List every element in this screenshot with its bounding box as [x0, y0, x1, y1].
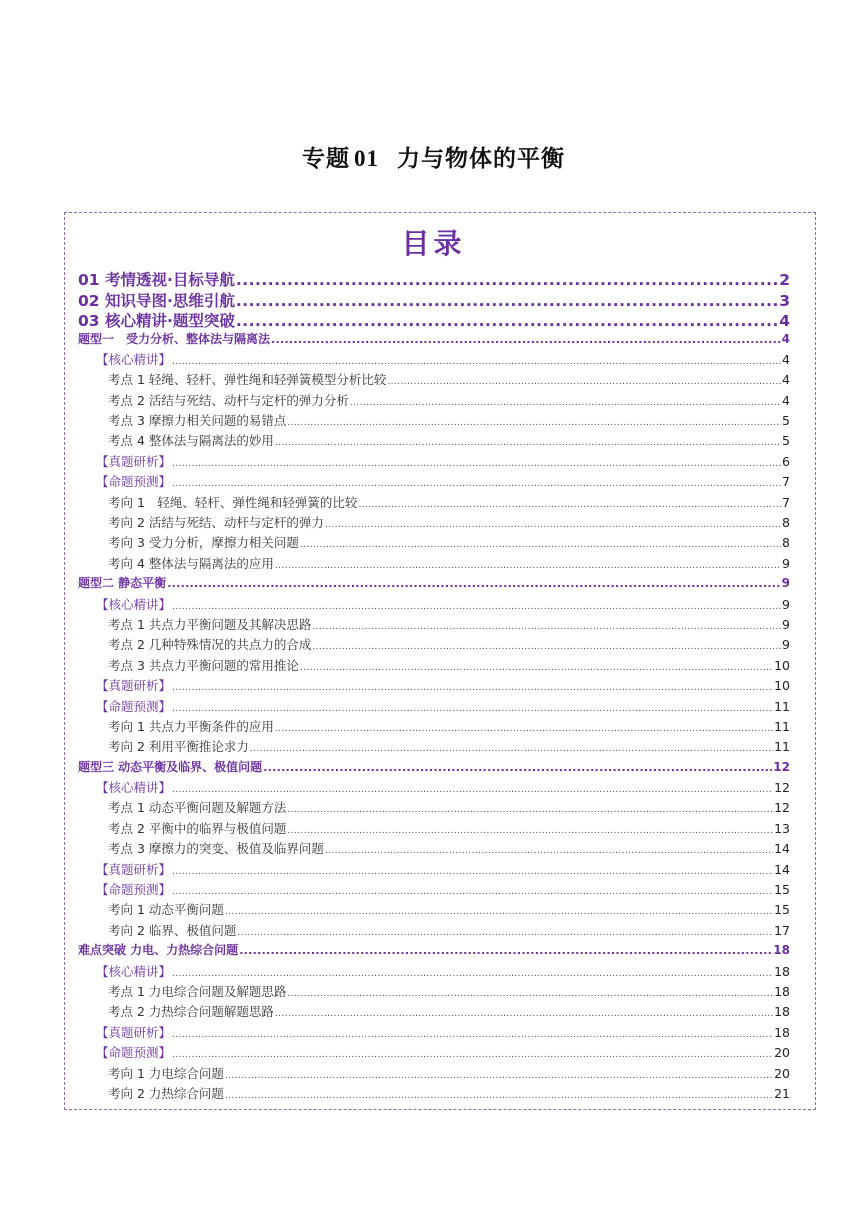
toc-entry[interactable] [78, 798, 790, 818]
toc-entry-label: 【核心精讲】 [96, 351, 172, 367]
toc-entry-page: 9 [782, 637, 790, 653]
toc-dot-leader [225, 907, 773, 917]
toc-entry-label: 考点 3 摩擦力的突变、极值及临界问题 [108, 841, 324, 857]
toc-dot-leader [287, 805, 773, 815]
toc-entry-page: 9 [782, 616, 790, 632]
toc-entry-label: 02 知识导图·思维引航 [78, 291, 235, 310]
toc-dot-leader [172, 887, 773, 897]
toc-entry-label: 【真题研析】 [96, 678, 172, 694]
toc-dot-leader [172, 969, 773, 979]
toc-dot-leader [312, 642, 781, 652]
toc-dot-leader [172, 357, 781, 367]
toc-entry-label: 考点 3 摩擦力相关问题的易错点 [108, 413, 287, 429]
toc-entry-page: 11 [774, 718, 790, 734]
toc-entry-label: 【命题预测】 [96, 882, 172, 898]
title-prefix: 专题 [302, 146, 350, 172]
toc-dot-leader [225, 1071, 773, 1081]
toc-entry-label: 【核心精讲】 [96, 963, 172, 979]
toc-entry-page: 5 [782, 413, 790, 429]
toc-dot-leader [236, 271, 778, 289]
toc-dot-leader [172, 785, 773, 795]
toc-entry[interactable] [78, 860, 790, 880]
toc-dot-leader [167, 577, 780, 590]
toc-entry-page: 4 [781, 331, 790, 346]
toc-entry-label: 考向 2 活结与死结、动杆与定杆的弹力 [108, 515, 324, 531]
toc-dot-leader [275, 1009, 773, 1019]
toc-dot-leader [300, 663, 773, 673]
toc-entry-label: 考点 2 力热综合问题解题思路 [108, 1004, 274, 1020]
toc-entry-page: 21 [774, 1085, 790, 1101]
toc-dot-leader [325, 520, 781, 530]
toc-entry-label: 考点 2 几种特殊情况的共点力的合成 [108, 637, 312, 653]
toc-entry[interactable] [78, 900, 790, 920]
toc-entry[interactable] [78, 778, 790, 798]
toc-entry-page: 10 [774, 657, 790, 673]
toc-entry-label: 考点 1 共点力平衡问题及其解决思路 [108, 616, 312, 632]
toc-entry[interactable] [78, 880, 790, 900]
toc-entry-page: 15 [774, 882, 790, 898]
toc-entry[interactable] [78, 452, 790, 472]
toc-entry-page: 18 [774, 1004, 790, 1020]
toc-entry-label: 【真题研析】 [96, 453, 172, 469]
toc-entry-label: 【命题预测】 [96, 474, 172, 490]
toc-dot-leader [287, 418, 781, 428]
toc-entry-label: 考点 3 共点力平衡问题的常用推论 [108, 657, 299, 673]
toc-entry[interactable] [78, 309, 790, 330]
toc-entry[interactable] [78, 839, 790, 859]
toc-entry[interactable] [78, 370, 790, 390]
toc-entry-label: 考点 1 轻绳、轻杆、弹性绳和轻弹簧模型分析比较 [108, 372, 387, 388]
toc-entry[interactable] [78, 962, 790, 982]
toc-entry-label: 考向 2 利用平衡推论求力 [108, 739, 249, 755]
toc-list [78, 268, 790, 1104]
toc-entry-page: 11 [774, 739, 790, 755]
toc-dot-leader [358, 500, 781, 510]
toc-dot-leader [236, 292, 778, 310]
toc-entry-page: 4 [782, 351, 790, 367]
toc-entry-label: 考点 1 力电综合问题及解题思路 [108, 984, 287, 999]
toc-entry-page: 4 [782, 372, 790, 388]
toc-entry[interactable] [78, 921, 790, 941]
toc-dot-leader [287, 989, 773, 999]
toc-entry-page: 6 [782, 453, 790, 469]
toc-entry[interactable] [78, 941, 790, 961]
title-number: 01 [354, 146, 379, 171]
toc-entry-page: 9 [781, 576, 790, 591]
toc-dot-leader [275, 724, 773, 734]
toc-entry-page: 10 [774, 678, 790, 694]
toc-dot-leader [172, 704, 773, 714]
toc-entry[interactable] [78, 1084, 790, 1104]
toc-entry-label: 难点突破 力电、力热综合问题 [78, 943, 239, 958]
toc-entry-label: 考向 2 力热综合问题 [108, 1085, 224, 1101]
toc-entry-page: 13 [774, 820, 790, 836]
toc-dot-leader [275, 438, 781, 448]
toc-entry[interactable] [78, 513, 790, 533]
toc-dot-leader [172, 867, 773, 877]
toc-entry-page: 11 [774, 698, 790, 714]
toc-entry-page: 8 [782, 535, 790, 551]
toc-entry-page: 18 [774, 1024, 790, 1040]
toc-dot-leader [271, 333, 781, 346]
toc-entry[interactable] [78, 533, 790, 553]
toc-entry-page: 18 [773, 943, 790, 958]
toc-entry[interactable] [78, 431, 790, 451]
toc-entry-page: 20 [774, 1045, 790, 1061]
toc-entry-label: 考向 1 轻绳、轻杆、弹性绳和轻弹簧的比较 [108, 494, 358, 510]
toc-entry-label: 考向 3 受力分析，摩擦力相关问题 [108, 535, 299, 551]
toc-entry-page: 20 [774, 1065, 790, 1081]
toc-entry[interactable] [78, 737, 790, 757]
toc-entry[interactable] [78, 289, 790, 310]
toc-entry-label: 考向 1 动态平衡问题 [108, 902, 224, 918]
toc-entry[interactable] [78, 330, 790, 350]
toc-entry-page: 7 [782, 494, 790, 510]
toc-dot-leader [312, 622, 781, 632]
toc-entry-label: 03 核心精讲·题型突破 [78, 312, 235, 330]
toc-entry-page: 14 [774, 841, 790, 857]
toc-entry-page: 18 [774, 984, 790, 999]
toc-entry[interactable] [78, 595, 790, 615]
toc-entry[interactable] [78, 391, 790, 411]
toc-entry-label: 题型三 动态平衡及临界、极值问题 [78, 759, 263, 774]
toc-entry-label: 【核心精讲】 [96, 596, 172, 612]
toc-entry[interactable] [78, 615, 790, 635]
toc-entry-label: 考向 1 共点力平衡条件的应用 [108, 718, 274, 734]
toc-entry[interactable] [78, 411, 790, 431]
toc-entry-page: 8 [782, 515, 790, 531]
toc-entry[interactable] [78, 656, 790, 676]
toc-dot-leader [236, 312, 778, 330]
toc-dot-leader [325, 846, 773, 856]
document-title [0, 140, 867, 173]
toc-entry-label: 考向 1 力电综合问题 [108, 1065, 224, 1081]
toc-entry-label: 考点 4 整体法与隔离法的妙用 [108, 433, 274, 449]
toc-entry[interactable] [78, 1043, 790, 1063]
toc-entry-label: 考向 2 临界、极值问题 [108, 922, 237, 938]
toc-entry-page: 17 [774, 922, 790, 938]
toc-entry-label: 【核心精讲】 [96, 780, 172, 796]
toc-entry[interactable] [78, 1023, 790, 1043]
toc-entry-page: 7 [782, 474, 790, 490]
toc-entry-label: 【命题预测】 [96, 698, 172, 714]
toc-entry[interactable] [78, 717, 790, 737]
toc-entry-page: 14 [774, 861, 790, 877]
toc-entry-page: 5 [782, 433, 790, 449]
toc-dot-leader [300, 540, 781, 550]
toc-entry-label: 考向 4 整体法与隔离法的应用 [108, 555, 274, 571]
toc-entry-label: 【真题研析】 [96, 861, 172, 877]
toc-entry-page: 9 [782, 596, 790, 612]
toc-entry-page: 4 [782, 392, 790, 408]
toc-dot-leader [239, 944, 772, 957]
toc-entry[interactable] [78, 1002, 790, 1022]
toc-entry[interactable] [78, 676, 790, 696]
toc-entry[interactable] [78, 268, 790, 289]
toc-heading: 目录 [401, 227, 466, 260]
toc-dot-leader [275, 561, 781, 571]
toc-dot-leader [250, 744, 773, 754]
toc-entry-page: 2 [779, 271, 790, 289]
toc-dot-leader [263, 761, 772, 774]
toc-dot-leader [172, 459, 781, 469]
toc-entry[interactable] [78, 554, 790, 574]
toc-entry-page: 4 [779, 312, 790, 330]
toc-entry-page: 18 [774, 963, 790, 979]
toc-entry[interactable] [78, 350, 790, 370]
title-text: 力与物体的平衡 [397, 146, 565, 172]
toc-dot-leader [172, 683, 773, 693]
toc-entry-page: 3 [779, 291, 790, 310]
toc-entry[interactable] [78, 493, 790, 513]
toc-entry[interactable] [78, 758, 790, 778]
toc-dot-leader [172, 479, 781, 489]
toc-dot-leader [172, 1050, 773, 1060]
toc-dot-leader [237, 928, 773, 938]
toc-entry-label: 题型二 静态平衡 [78, 576, 167, 591]
toc-entry[interactable] [78, 1064, 790, 1084]
toc-entry-label: 考点 2 活结与死结、动杆与定杆的弹力分析 [108, 392, 349, 408]
toc-entry[interactable] [78, 472, 790, 492]
toc-entry[interactable] [78, 635, 790, 655]
toc-dot-leader [287, 826, 773, 836]
toc-dot-leader [387, 377, 781, 387]
toc-entry[interactable] [78, 697, 790, 717]
toc-dot-leader [225, 1091, 773, 1101]
toc-entry-label: 考点 1 动态平衡问题及解题方法 [108, 800, 287, 816]
toc-entry-label: 【命题预测】 [96, 1045, 172, 1061]
toc-entry-label: 01 考情透视·目标导航 [78, 271, 235, 289]
toc-entry-page: 12 [773, 759, 790, 774]
toc-entry-label: 考点 2 平衡中的临界与极值问题 [108, 820, 287, 836]
toc-entry-page: 9 [782, 555, 790, 571]
toc-entry-label: 【真题研析】 [96, 1024, 172, 1040]
toc-entry-page: 12 [774, 800, 790, 816]
toc-dot-leader [172, 602, 781, 612]
toc-dot-leader [172, 1030, 773, 1040]
toc-dot-leader [350, 398, 781, 408]
toc-entry[interactable] [78, 982, 790, 1002]
toc-entry[interactable] [78, 574, 790, 594]
toc-entry-page: 12 [774, 780, 790, 796]
toc-entry-page: 15 [774, 902, 790, 918]
toc-entry[interactable] [78, 819, 790, 839]
toc-entry-label: 题型一 受力分析、整体法与隔离法 [78, 331, 271, 346]
